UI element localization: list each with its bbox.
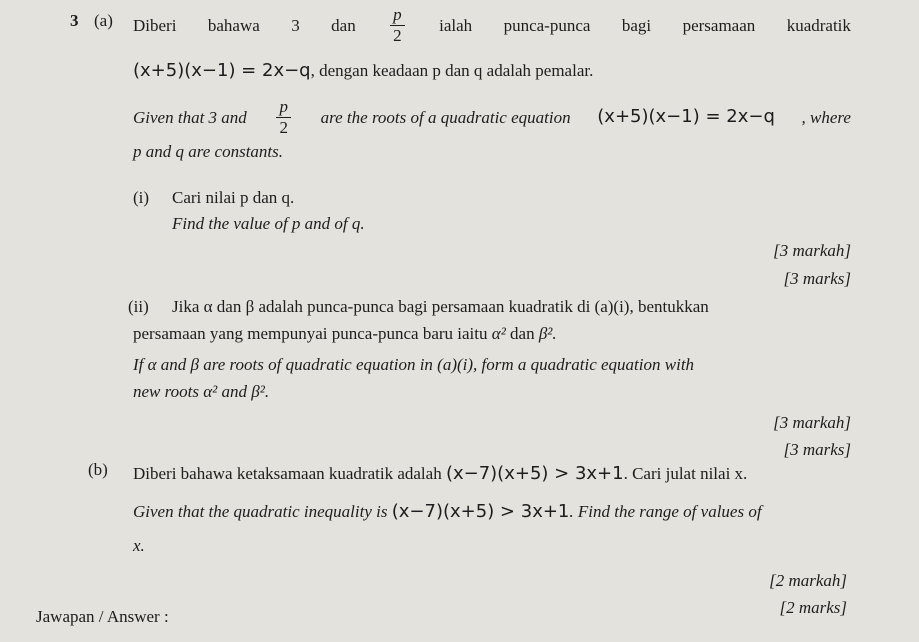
malay-text: . Cari julat nilai x. — [623, 464, 748, 483]
part-i-malay: Cari nilai p dan q. — [172, 188, 295, 207]
inequality: (x−7)(x+5) > 3x+1 — [445, 463, 624, 484]
part-ii-marks: [3 marks] — [783, 440, 851, 459]
part-a-english-line1 — [133, 98, 851, 137]
part-i-english: Find the value of p and of q. — [172, 214, 365, 233]
word: 3 — [291, 15, 300, 35]
word: bahawa — [207, 15, 260, 35]
part-b-markah: [2 markah] — [769, 571, 847, 590]
part-ii-malay-line2 — [133, 325, 557, 342]
part-b-english-line2: x. — [133, 536, 145, 555]
english-text: new roots — [133, 382, 204, 401]
english-text: and — [217, 382, 252, 401]
word: dan — [331, 15, 356, 35]
part-b-malay — [133, 465, 747, 483]
word: kuadratik — [786, 15, 851, 35]
word: punca-punca — [503, 15, 591, 35]
beta-squared: β². — [251, 382, 270, 401]
part-b-english-line1 — [133, 503, 762, 521]
equation: (x+5)(x−1) = 2x−q — [133, 60, 311, 81]
part-b-marks: [2 marks] — [779, 598, 847, 617]
part-i-markah: [3 markah] — [773, 241, 851, 260]
part-i-label: (i) — [133, 188, 150, 207]
malay-text: Diberi bahawa ketaksamaan kuadratik adalah — [133, 464, 442, 483]
english-text: , where — [801, 107, 851, 127]
equation: (x+5)(x−1) = 2x−q — [597, 106, 775, 128]
fraction-denominator: 2 — [393, 25, 402, 45]
fraction-p-over-2 — [276, 98, 291, 137]
alpha-squared: α² — [491, 324, 506, 343]
fraction-p-over-2 — [390, 6, 405, 45]
inequality: (x−7)(x+5) > 3x+1 — [391, 501, 570, 522]
beta-squared: β². — [538, 324, 557, 343]
english-text: Given that 3 and — [133, 107, 247, 127]
part-ii-english-line2 — [133, 383, 269, 400]
fraction-denominator: 2 — [279, 117, 288, 137]
malay-text: persamaan yang mempunyai punca-punca baru iaitu — [133, 324, 492, 343]
fraction-numerator: p — [390, 6, 405, 26]
part-ii-malay-line1: Jika α dan β adalah punca-punca bagi persamaan kuadratik di (a)(i), bentukkan — [172, 297, 709, 316]
answer-label: Jawapan / Answer : — [36, 607, 169, 626]
part-ii-label: (ii) — [128, 297, 149, 316]
part-i-marks: [3 marks] — [783, 269, 851, 288]
word: ialah — [439, 15, 473, 35]
part-a-label: (a) — [94, 11, 113, 30]
part-a-malay-line2 — [133, 62, 593, 80]
question-number: 3 — [70, 11, 79, 30]
part-b-label: (b) — [88, 460, 108, 479]
english-text: . Find the range of values of — [569, 502, 762, 521]
english-text: are the roots of a quadratic equation — [320, 107, 571, 127]
english-text: Given that the quadratic inequality is — [133, 502, 388, 521]
word: Diberi — [133, 15, 177, 35]
alpha-squared: α² — [203, 382, 218, 401]
part-ii-english-line1: If α and β are roots of quadratic equation in (a)(i), form a quadratic equation with — [133, 355, 695, 374]
part-a-malay-line1 — [133, 6, 851, 45]
malay-text: , dengan keadaan p dan q adalah pemalar. — [310, 61, 594, 80]
part-ii-markah: [3 markah] — [773, 413, 851, 432]
fraction-numerator: p — [276, 98, 291, 118]
word: bagi — [621, 15, 652, 35]
part-a-english-line2: p and q are constants. — [133, 142, 284, 161]
malay-text: dan — [505, 324, 539, 343]
word: persamaan — [682, 15, 756, 35]
